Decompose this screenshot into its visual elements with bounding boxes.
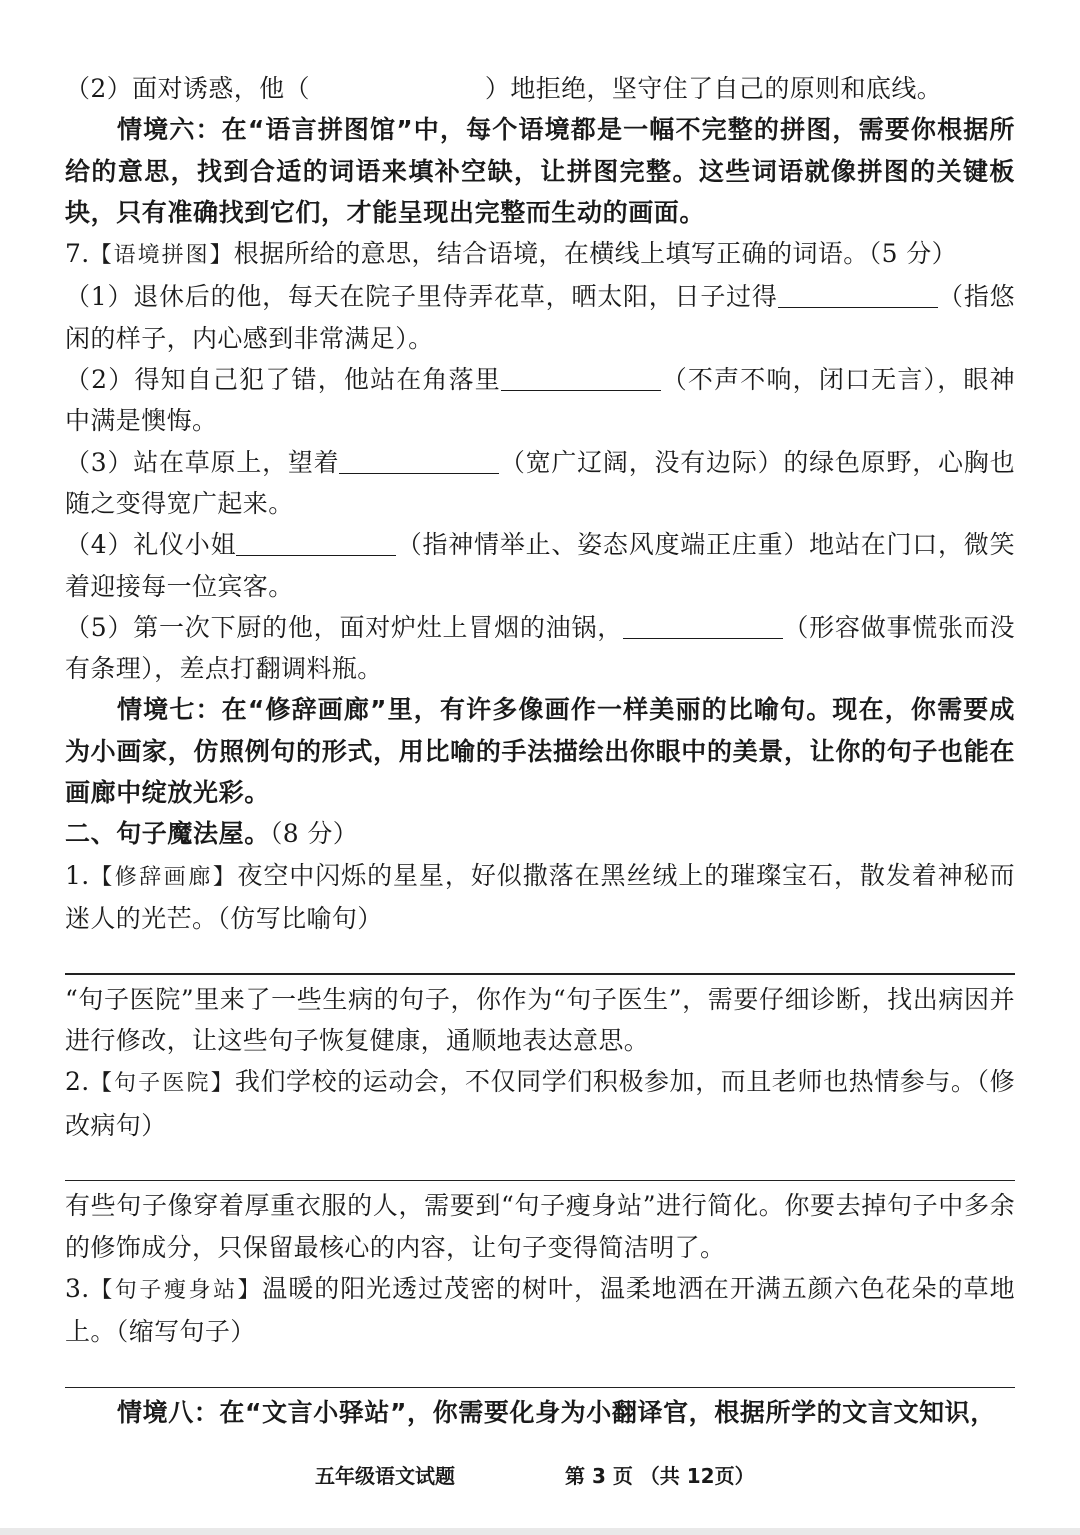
item-text-start: （2）得知自己犯了错，他站在角落里: [65, 365, 501, 395]
section-2-heading: [65, 813, 1015, 854]
question-number: 3.: [65, 1274, 90, 1304]
question-text: 夜空中闪烁的星星，好似撒落在黑丝绒上的璀璨宝石，散发着神秘而迷人的光芒。（仿写比喻句）: [65, 860, 1015, 933]
question-number: 1.: [65, 860, 90, 890]
q7-item-4: [65, 524, 1015, 607]
scenario-8: 情境八：在“文言小驿站”，你需要化身为小翻译官，根据所学的文言文知识，: [117, 1398, 996, 1428]
question-tag: 【语境拼图】: [89, 243, 234, 269]
q6-item-2-text-end: ）地拒绝，坚守住了自己的原则和底线。: [484, 74, 943, 103]
question-number: 2.: [65, 1067, 90, 1097]
item-text-start: （1）退休后的他，每天在院子里侍弄花草，晒太阳，日子过得: [65, 282, 778, 312]
section-score: （8 分）: [269, 819, 359, 849]
question-tag: 【句子医院】: [89, 1071, 235, 1097]
answer-line-3[interactable]: [65, 1387, 1015, 1389]
item-text-end: （宽广辽阔，没有边际）的绿色原野，心胸也随之变得宽广起来。: [65, 447, 1015, 518]
question-text: 我们学校的运动会，不仅同学们积极参加，而且老师也热情参与。（修改病句）: [65, 1067, 1015, 1140]
section-title: 二、句子魔法屋。: [65, 819, 270, 849]
question-tag: 【句子瘦身站】: [89, 1278, 263, 1304]
question-1: [65, 855, 1015, 940]
answer-blank[interactable]: [623, 612, 783, 639]
item-text-start: （4）礼仪小姐: [65, 530, 237, 560]
question-2: [65, 1061, 1015, 1146]
answer-line-2[interactable]: [65, 1180, 1015, 1182]
question-tag: 【修辞画廊】: [89, 864, 238, 890]
item-text-start: （5）第一次下厨的他，面对炉灶上冒烟的油锅，: [65, 612, 623, 642]
answer-blank[interactable]: [778, 281, 938, 308]
answer-blank[interactable]: [236, 529, 396, 556]
question-text: 温暖的阳光透过茂密的树叶，温柔地洒在开满五颜六色花朵的草地上。（缩写句子）: [65, 1274, 1015, 1347]
intro-sentence-slimming: 有些句子像穿着厚重衣服的人，需要到“句子瘦身站”进行简化。你要去掉句子中多余的修饰成分，只保留最核心的内容，让句子变得简洁明了。: [65, 1191, 1015, 1262]
question-3: [65, 1268, 1015, 1353]
q6-item-2: [65, 68, 1015, 109]
item-text-start: （3）站在草原上，望着: [65, 447, 340, 477]
q7-item-1: [65, 276, 1015, 359]
answer-blank[interactable]: [501, 364, 661, 391]
q7-item-2: [65, 359, 1015, 442]
question-7: [65, 233, 1015, 276]
footer-title: 五年级语文试题: [315, 1464, 455, 1488]
q7-item-5: [65, 607, 1015, 690]
intro-sentence-hospital: “句子医院”里来了一些生病的句子，你作为“句子医生”，需要仔细诊断，找出病因并进行修改，让这些句子恢复健康，通顺地表达意思。: [65, 984, 1015, 1056]
item-text-end: （指悠闲的样子，内心感到非常满足）。: [65, 282, 1016, 353]
item-text-end: （形容做事慌张而没有条理），差点打翻调料瓶。: [65, 612, 1015, 684]
question-text: 根据所给的意思，结合语境，在横线上填写正确的词语。（5 分）: [233, 239, 958, 269]
item-text-end: （指神情举止、姿态风度端正庄重）地站在门口，微笑着迎接每一位宾客。: [65, 530, 1015, 601]
q7-item-3: [65, 442, 1015, 525]
question-number: 7.: [65, 239, 90, 269]
item-text-end: （不声不响，闭口无言），眼神中满是懊悔。: [65, 365, 1015, 436]
footer-page-number: 第 3 页 （共 12页）: [565, 1464, 755, 1488]
answer-line-1[interactable]: [65, 973, 1015, 975]
page-content: [65, 68, 1015, 1433]
answer-blank[interactable]: [339, 447, 499, 474]
q6-item-2-text-start: （2）面对诱惑，他（: [65, 74, 310, 103]
scenario-6: 情境六：在“语言拼图馆”中，每个语境都是一幅不完整的拼图，需要你根据所给的意思，找到合适的词语来填补空缺，让拼图完整。这些词语就像拼图的关键板块，只有准确找到它们，才能呈现出完整而生动的画面。: [65, 115, 1015, 227]
scenario-7: 情境七：在“修辞画廊”里，有许多像画作一样美丽的比喻句。现在，你需要成为小画家，仿照例句的形式，用比喻的手法描绘出你眼中的美景，让你的句子也能在画廊中绽放光彩。: [65, 695, 1015, 808]
